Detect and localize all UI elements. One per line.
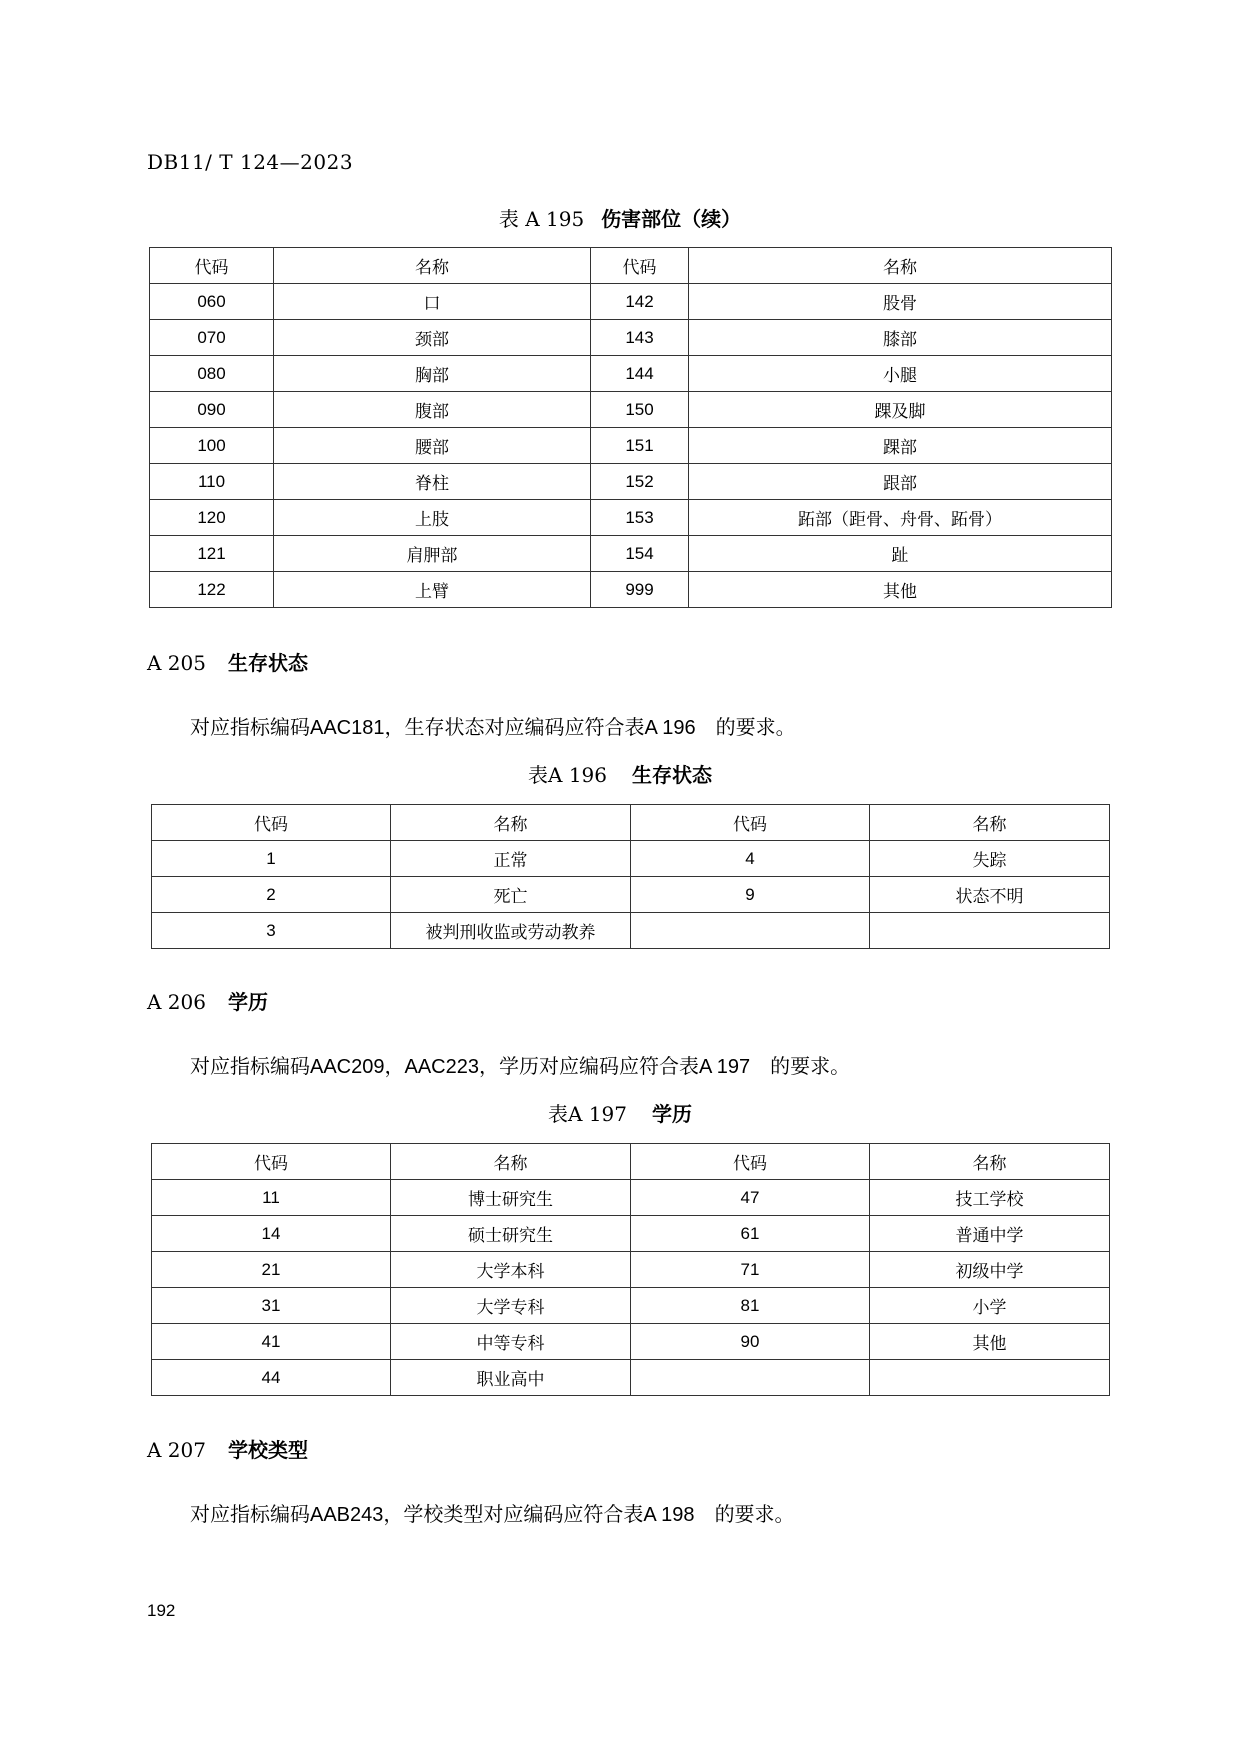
name-cell: 其他 (870, 1324, 1110, 1360)
document-code: DB11/ T 124—2023 (147, 150, 354, 174)
code-cell: 122 (150, 572, 274, 608)
code-cell (631, 913, 870, 949)
para-table-ref: A 197 (698, 1056, 751, 1078)
code-cell: 153 (591, 500, 689, 536)
table-row (150, 428, 1112, 464)
code-cell: 100 (150, 428, 274, 464)
name-cell: 趾 (689, 536, 1112, 572)
header-cell: 名称 (689, 248, 1112, 284)
table-195-caption (0, 203, 1240, 232)
table-197 (151, 1143, 1110, 1396)
name-cell: 跖部（距骨、舟骨、跖骨） (689, 500, 1112, 536)
table-row (150, 572, 1112, 608)
table-row (150, 320, 1112, 356)
code-cell: 41 (152, 1324, 391, 1360)
name-cell: 普通中学 (870, 1216, 1110, 1252)
name-cell: 口 (274, 284, 591, 320)
code-cell: 152 (591, 464, 689, 500)
code-cell: 9 (631, 877, 870, 913)
section-a205-heading (147, 647, 308, 676)
table-row (152, 841, 1110, 877)
table-row (152, 1360, 1110, 1396)
section-title: 学校类型 (227, 1438, 308, 1462)
para-table-ref: A 198 (643, 1504, 695, 1526)
table-row (150, 356, 1112, 392)
section-title: 生存状态 (227, 651, 308, 675)
table-196-caption-title: 生存状态 (631, 763, 712, 787)
para-table-ref: A 196 (644, 717, 696, 739)
name-cell: 踝部 (689, 428, 1112, 464)
code-cell: 21 (152, 1252, 391, 1288)
name-cell: 博士研究生 (391, 1180, 631, 1216)
table-row (152, 1216, 1110, 1252)
page-number: 192 (147, 1601, 176, 1620)
table-header-row (152, 805, 1110, 841)
code-cell (631, 1360, 870, 1396)
table-row (152, 1252, 1110, 1288)
section-a207-paragraph (190, 1498, 795, 1527)
name-cell: 上臂 (274, 572, 591, 608)
name-cell: 胸部 (274, 356, 591, 392)
table-row (152, 1180, 1110, 1216)
code-cell: 150 (591, 392, 689, 428)
code-cell: 2 (152, 877, 391, 913)
code-cell: 11 (152, 1180, 391, 1216)
code-cell: 144 (591, 356, 689, 392)
section-number: A 205 (147, 651, 206, 675)
name-cell: 腹部 (274, 392, 591, 428)
section-a206-paragraph (190, 1050, 850, 1079)
code-cell: 81 (631, 1288, 870, 1324)
code-cell: 090 (150, 392, 274, 428)
table-196-caption (0, 759, 1240, 788)
code-cell: 71 (631, 1252, 870, 1288)
table-row (150, 464, 1112, 500)
header-cell: 名称 (870, 1144, 1110, 1180)
header-cell: 名称 (870, 805, 1110, 841)
table-row (152, 1324, 1110, 1360)
section-a205-paragraph (190, 711, 796, 740)
para-code: AAB243 (310, 1504, 384, 1526)
table-197-caption-title: 学历 (651, 1102, 692, 1126)
code-cell: 154 (591, 536, 689, 572)
code-cell: 070 (150, 320, 274, 356)
name-cell: 失踪 (870, 841, 1110, 877)
table-row (152, 877, 1110, 913)
header-cell: 代码 (591, 248, 689, 284)
name-cell: 膝部 (689, 320, 1112, 356)
name-cell: 硕士研究生 (391, 1216, 631, 1252)
section-number: A 207 (147, 1438, 206, 1462)
header-cell: 名称 (274, 248, 591, 284)
name-cell: 上肢 (274, 500, 591, 536)
code-cell: 61 (631, 1216, 870, 1252)
para-text: ，生存状态对应编码应符合表 (384, 715, 645, 739)
table-row (150, 392, 1112, 428)
table-row (150, 284, 1112, 320)
name-cell: 大学本科 (391, 1252, 631, 1288)
section-a206-heading (147, 986, 268, 1015)
table-195-caption-title: 伤害部位（续） (601, 207, 742, 231)
name-cell: 死亡 (391, 877, 631, 913)
name-cell: 被判刑收监或劳动教养 (391, 913, 631, 949)
header-cell: 代码 (631, 1144, 870, 1180)
para-code: AAC209，AAC223 (310, 1056, 479, 1078)
name-cell: 大学专科 (391, 1288, 631, 1324)
table-196 (151, 804, 1110, 949)
name-cell: 股骨 (689, 284, 1112, 320)
header-cell: 代码 (152, 1144, 391, 1180)
code-cell: 3 (152, 913, 391, 949)
name-cell: 腰部 (274, 428, 591, 464)
code-cell: 44 (152, 1360, 391, 1396)
header-cell: 代码 (150, 248, 274, 284)
code-cell: 080 (150, 356, 274, 392)
name-cell: 小腿 (689, 356, 1112, 392)
code-cell: 14 (152, 1216, 391, 1252)
name-cell: 中等专科 (391, 1324, 631, 1360)
table-row (152, 1288, 1110, 1324)
para-text: 对应指标编码 (190, 715, 310, 739)
para-text: 的要求。 (770, 1054, 851, 1078)
code-cell: 120 (150, 500, 274, 536)
table-197-caption-number: 表A 197 (548, 1102, 627, 1126)
para-code: AAC181 (310, 717, 385, 739)
table-197-caption (0, 1098, 1240, 1127)
para-text: 的要求。 (714, 1502, 795, 1526)
code-cell: 151 (591, 428, 689, 464)
section-a207-heading (147, 1434, 308, 1463)
table-196-caption-number: 表A 196 (528, 763, 607, 787)
code-cell: 31 (152, 1288, 391, 1324)
code-cell: 999 (591, 572, 689, 608)
table-row (150, 536, 1112, 572)
table-row (152, 913, 1110, 949)
header-cell: 名称 (391, 805, 631, 841)
table-195 (149, 247, 1112, 608)
name-cell: 肩胛部 (274, 536, 591, 572)
para-text: 对应指标编码 (190, 1502, 310, 1526)
section-title: 学历 (227, 990, 268, 1014)
table-header-row (152, 1144, 1110, 1180)
header-cell: 名称 (391, 1144, 631, 1180)
name-cell (870, 1360, 1110, 1396)
section-number: A 206 (147, 990, 206, 1014)
code-cell: 47 (631, 1180, 870, 1216)
name-cell: 踝及脚 (689, 392, 1112, 428)
name-cell: 职业高中 (391, 1360, 631, 1396)
code-cell: 142 (591, 284, 689, 320)
code-cell: 4 (631, 841, 870, 877)
table-195-caption-number: 表 A 195 (498, 207, 585, 231)
code-cell: 143 (591, 320, 689, 356)
table-header-row (150, 248, 1112, 284)
name-cell: 脊柱 (274, 464, 591, 500)
name-cell: 正常 (391, 841, 631, 877)
name-cell: 颈部 (274, 320, 591, 356)
name-cell (870, 913, 1110, 949)
code-cell: 060 (150, 284, 274, 320)
name-cell: 跟部 (689, 464, 1112, 500)
name-cell: 小学 (870, 1288, 1110, 1324)
para-text: 对应指标编码 (190, 1054, 310, 1078)
header-cell: 代码 (631, 805, 870, 841)
name-cell: 其他 (689, 572, 1112, 608)
name-cell: 技工学校 (870, 1180, 1110, 1216)
para-text: ，学校类型对应编码应符合表 (383, 1502, 644, 1526)
table-row (150, 500, 1112, 536)
header-cell: 代码 (152, 805, 391, 841)
code-cell: 90 (631, 1324, 870, 1360)
code-cell: 121 (150, 536, 274, 572)
code-cell: 1 (152, 841, 391, 877)
name-cell: 状态不明 (870, 877, 1110, 913)
para-text: 的要求。 (715, 715, 796, 739)
code-cell: 110 (150, 464, 274, 500)
name-cell: 初级中学 (870, 1252, 1110, 1288)
para-text: ，学历对应编码应符合表 (478, 1054, 699, 1078)
